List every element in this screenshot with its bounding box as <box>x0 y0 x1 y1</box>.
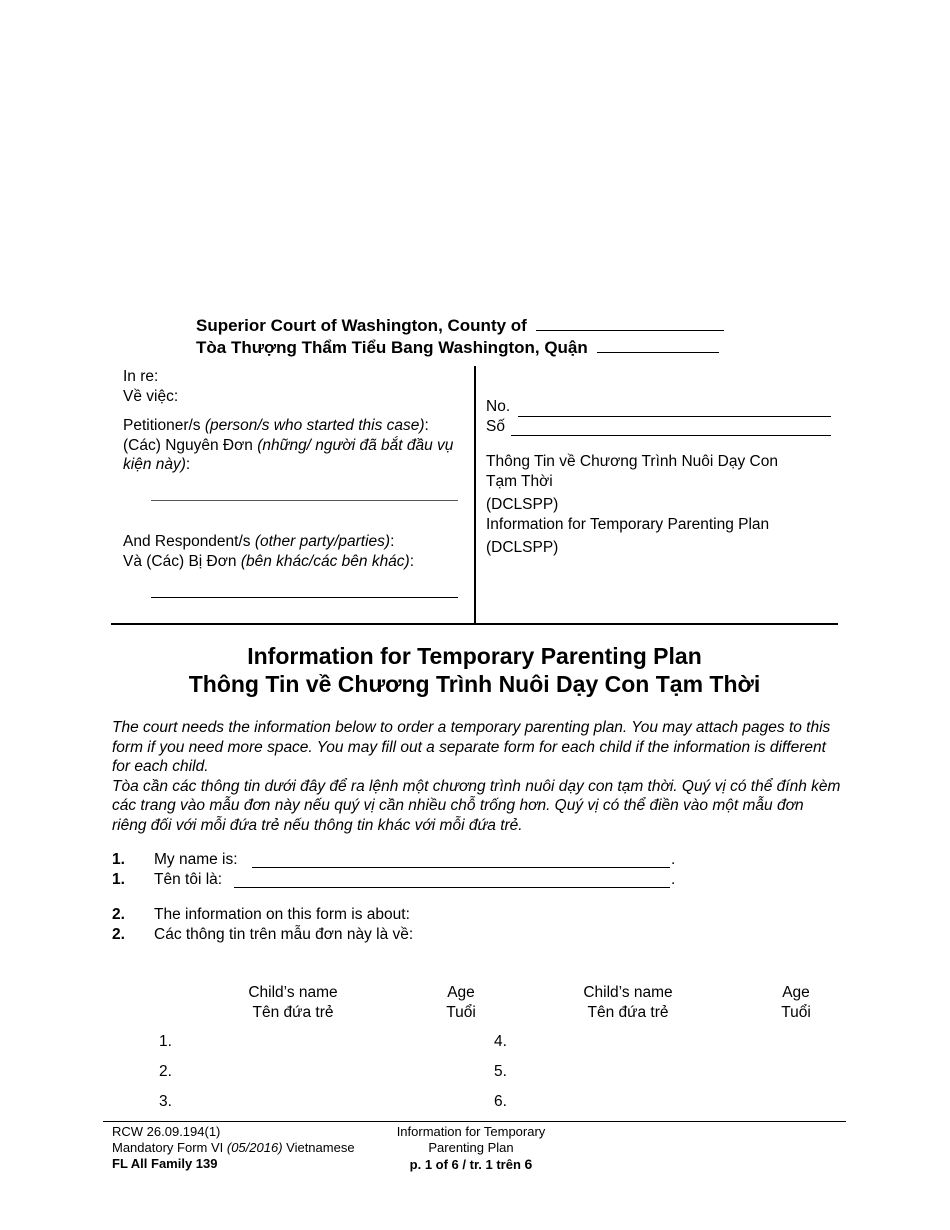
col-child-name-1: Child’s name Tên đứa trẻ <box>248 984 338 1021</box>
child-row-1: 1. <box>159 1033 172 1050</box>
respondent-block <box>123 532 468 571</box>
doc-code-1: (DCLSPP) <box>486 496 559 513</box>
footer-mandatory: Mandatory Form VI (05/2016) Vietnamese <box>112 1140 355 1155</box>
footer-doc-title-2: Parenting Plan <box>428 1140 514 1155</box>
child-row-2: 2. <box>159 1063 172 1080</box>
footer-rule <box>103 1121 846 1122</box>
caption-divider <box>474 366 476 624</box>
footer-left <box>112 1124 355 1172</box>
item-2-en: 2. The information on this form is about: <box>112 906 410 923</box>
item-1-vn: 1. Tên tôi là: <box>112 871 223 888</box>
footer-center <box>361 1124 581 1173</box>
in-re-label: In re: <box>123 368 159 385</box>
instructions <box>112 718 842 835</box>
col-age-1: Age Tuổi <box>446 984 476 1021</box>
footer-doc-title-1: Information for Temporary <box>396 1124 546 1139</box>
doc-title-en: Information for Temporary Parenting Plan <box>486 515 770 533</box>
court-line-vn: Tòa Thượng Thẩm Tiểu Bang Washington, Quận <box>196 337 724 359</box>
court-line-en: Superior Court of Washington, County of <box>196 315 724 337</box>
court-header <box>196 315 724 359</box>
petitioner-label: Petitioner/s (person/s who started this case): <box>123 417 429 434</box>
instructions-vn: Tòa cần các thông tin dưới đây để ra lệnh một chương trình nuôi dạy con tạm thời. Quý vị có thể đính kèm các trang vào mẫu đơn này nếu quý vị cần nhiều chỗ trống hơn. Quý vị có thể điền vào một mẫu đơn riêng đối với mỗi đứa trẻ nếu thông tin khác với mỗi đứa trẻ. <box>112 777 841 834</box>
my-name-input-vn[interactable] <box>234 872 670 888</box>
col-child-name-2: Child’s name Tên đứa trẻ <box>583 984 673 1021</box>
child-row-5: 5. <box>494 1063 507 1080</box>
item-1-en: 1. My name is: <box>112 851 238 868</box>
item-1-period: . <box>671 851 676 868</box>
case-number-row: No. <box>486 397 831 417</box>
page-title-en: Information for Temporary Parenting Plan <box>247 643 702 669</box>
case-number-blank[interactable] <box>518 402 831 417</box>
case-number-row-vn: Số <box>486 417 831 437</box>
doc-code-2: (DCLSPP) <box>486 539 559 556</box>
case-number-blank-vn[interactable] <box>511 421 831 436</box>
child-row-6: 6. <box>494 1093 507 1110</box>
page-title <box>111 642 838 698</box>
respondent-label-vn: Và (Các) Bị Đơn (bên khác/các bên khác): <box>123 552 415 570</box>
my-name-input[interactable] <box>252 852 670 868</box>
col-age-2: Age Tuổi <box>781 984 811 1021</box>
page-title-vn: Thông Tin về Chương Trình Nuôi Dạy Con Tạm Thời <box>188 671 761 697</box>
respondent-label: And Respondent/s (other party/parties): <box>123 533 395 550</box>
doc-title-vn-1: Thông Tin về Chương Trình Nuôi Dạy Con <box>486 453 778 470</box>
petitioner-name-line[interactable] <box>151 500 458 501</box>
item-2-vn: 2. Các thông tin trên mẫu đơn này là về: <box>112 926 414 943</box>
footer-page-number: p. 1 of 6 / tr. 1 trên 6 <box>409 1156 533 1172</box>
county-blank[interactable] <box>536 316 724 331</box>
child-row-3: 3. <box>159 1093 172 1110</box>
caption-parties <box>123 367 468 475</box>
caption-case-info <box>486 397 831 558</box>
child-row-4: 4. <box>494 1033 507 1050</box>
ve-viec-label: Về việc: <box>123 387 179 405</box>
footer-rcw: RCW 26.09.194(1) <box>112 1124 221 1139</box>
respondent-name-line[interactable] <box>151 597 458 598</box>
instructions-en: The court needs the information below to order a temporary parenting plan. You may attach pages to this form if you need more space. You may fill out a separate form for each child if the information is different for each child. <box>112 719 831 775</box>
petitioner-label-vn: (Các) Nguyên Đơn (những/ người đã bắt đầu vụ kiện này): <box>123 436 454 473</box>
county-blank-vn[interactable] <box>597 338 719 353</box>
caption-bottom-rule <box>111 623 838 625</box>
item-1-period-vn: . <box>671 871 676 888</box>
doc-title-vn-2: Tạm Thời <box>486 472 553 490</box>
footer-form-id: FL All Family 139 <box>112 1156 218 1171</box>
